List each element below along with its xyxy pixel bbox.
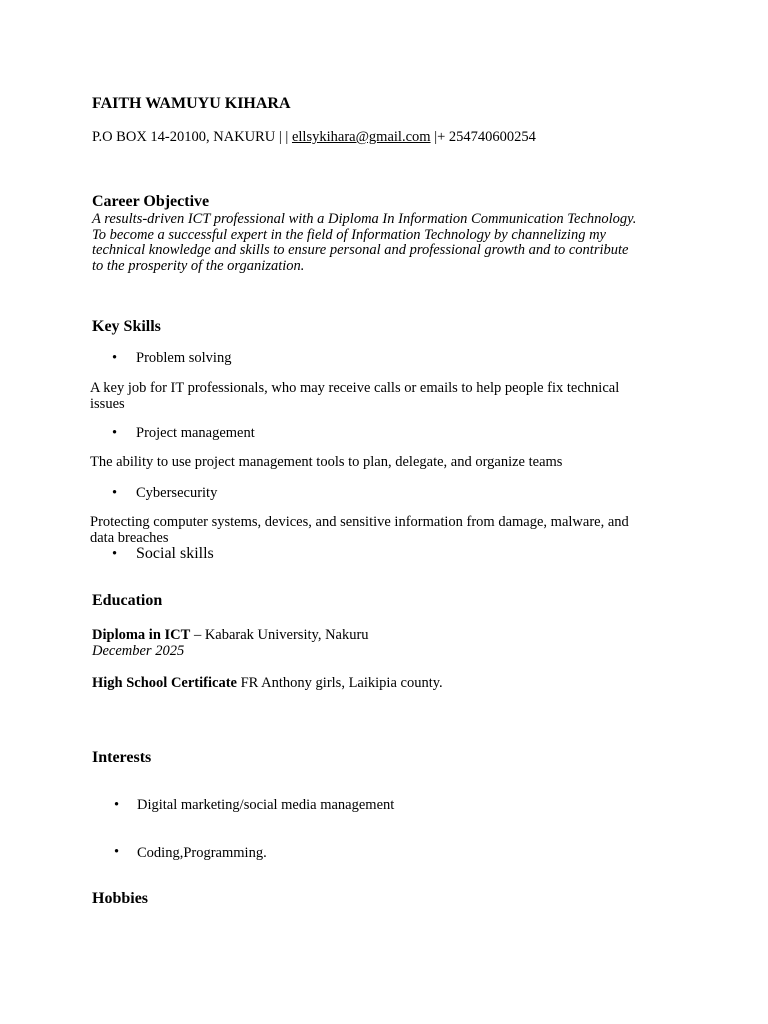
diploma-title: Diploma in ICT bbox=[92, 627, 191, 643]
skill-description bbox=[90, 381, 690, 412]
resume-name: FAITH WAMUYU KIHARA bbox=[92, 95, 291, 112]
hobbies-heading: Hobbies bbox=[92, 890, 149, 907]
skill-description bbox=[90, 455, 690, 471]
bullet-icon: • bbox=[112, 546, 118, 562]
diploma-date: December 2025 bbox=[92, 643, 185, 659]
diploma-entry bbox=[92, 627, 369, 644]
career-objective-heading: Career Objective bbox=[92, 193, 210, 210]
high-school-entry bbox=[92, 675, 443, 692]
high-school-name: FR Anthony girls, Laikipia county. bbox=[236, 675, 443, 691]
diploma-school: – Kabarak University, Nakuru bbox=[190, 627, 369, 643]
skill-label: Problem solving bbox=[136, 350, 232, 366]
skill-description-line: data breaches bbox=[90, 529, 169, 546]
interests-heading: Interests bbox=[92, 749, 152, 766]
objective-line: A results-driven ICT professional with a Diploma In Information Communication Technology. bbox=[92, 211, 637, 227]
bullet-icon: • bbox=[112, 485, 118, 501]
objective-line: to the prosperity of the organization. bbox=[92, 257, 305, 274]
objective-line: technical knowledge and skills to ensure personal and professional growth and to contribute bbox=[92, 242, 629, 258]
skill-description bbox=[90, 515, 690, 546]
skill-label: Cybersecurity bbox=[136, 485, 218, 501]
address-text: P.O BOX 14-20100, NAKURU | | bbox=[92, 129, 292, 145]
bullet-icon: • bbox=[112, 350, 118, 366]
email-link[interactable]: ellsykihara@gmail.com bbox=[291, 129, 431, 145]
bullet-icon: • bbox=[112, 425, 118, 441]
bullet-icon: • bbox=[114, 797, 120, 813]
skill-description-line: issues bbox=[90, 395, 125, 412]
skill-label: Social skills bbox=[136, 545, 214, 562]
skill-label: Project management bbox=[136, 425, 255, 441]
interest-item: Digital marketing/social media management bbox=[137, 797, 395, 813]
education-heading: Education bbox=[92, 592, 163, 609]
high-school-title: High School Certificate bbox=[92, 675, 237, 691]
skill-description-line: A key job for IT professionals, who may receive calls or emails to help people fix technical bbox=[90, 380, 620, 396]
skill-description-line: Protecting computer systems, devices, and sensitive information from damage, malware, and bbox=[90, 514, 629, 530]
contact-line bbox=[92, 129, 536, 146]
career-objective-text bbox=[92, 212, 692, 274]
skill-description-line: The ability to use project management tools to plan, delegate, and organize teams bbox=[90, 454, 563, 470]
phone-text: |+ 254740600254 bbox=[430, 129, 536, 145]
interest-item: Coding,Programming. bbox=[137, 845, 267, 861]
bullet-icon: • bbox=[114, 844, 120, 860]
key-skills-heading: Key Skills bbox=[92, 318, 161, 335]
objective-line: To become a successful expert in the field of Information Technology by channelizing my bbox=[92, 226, 606, 243]
